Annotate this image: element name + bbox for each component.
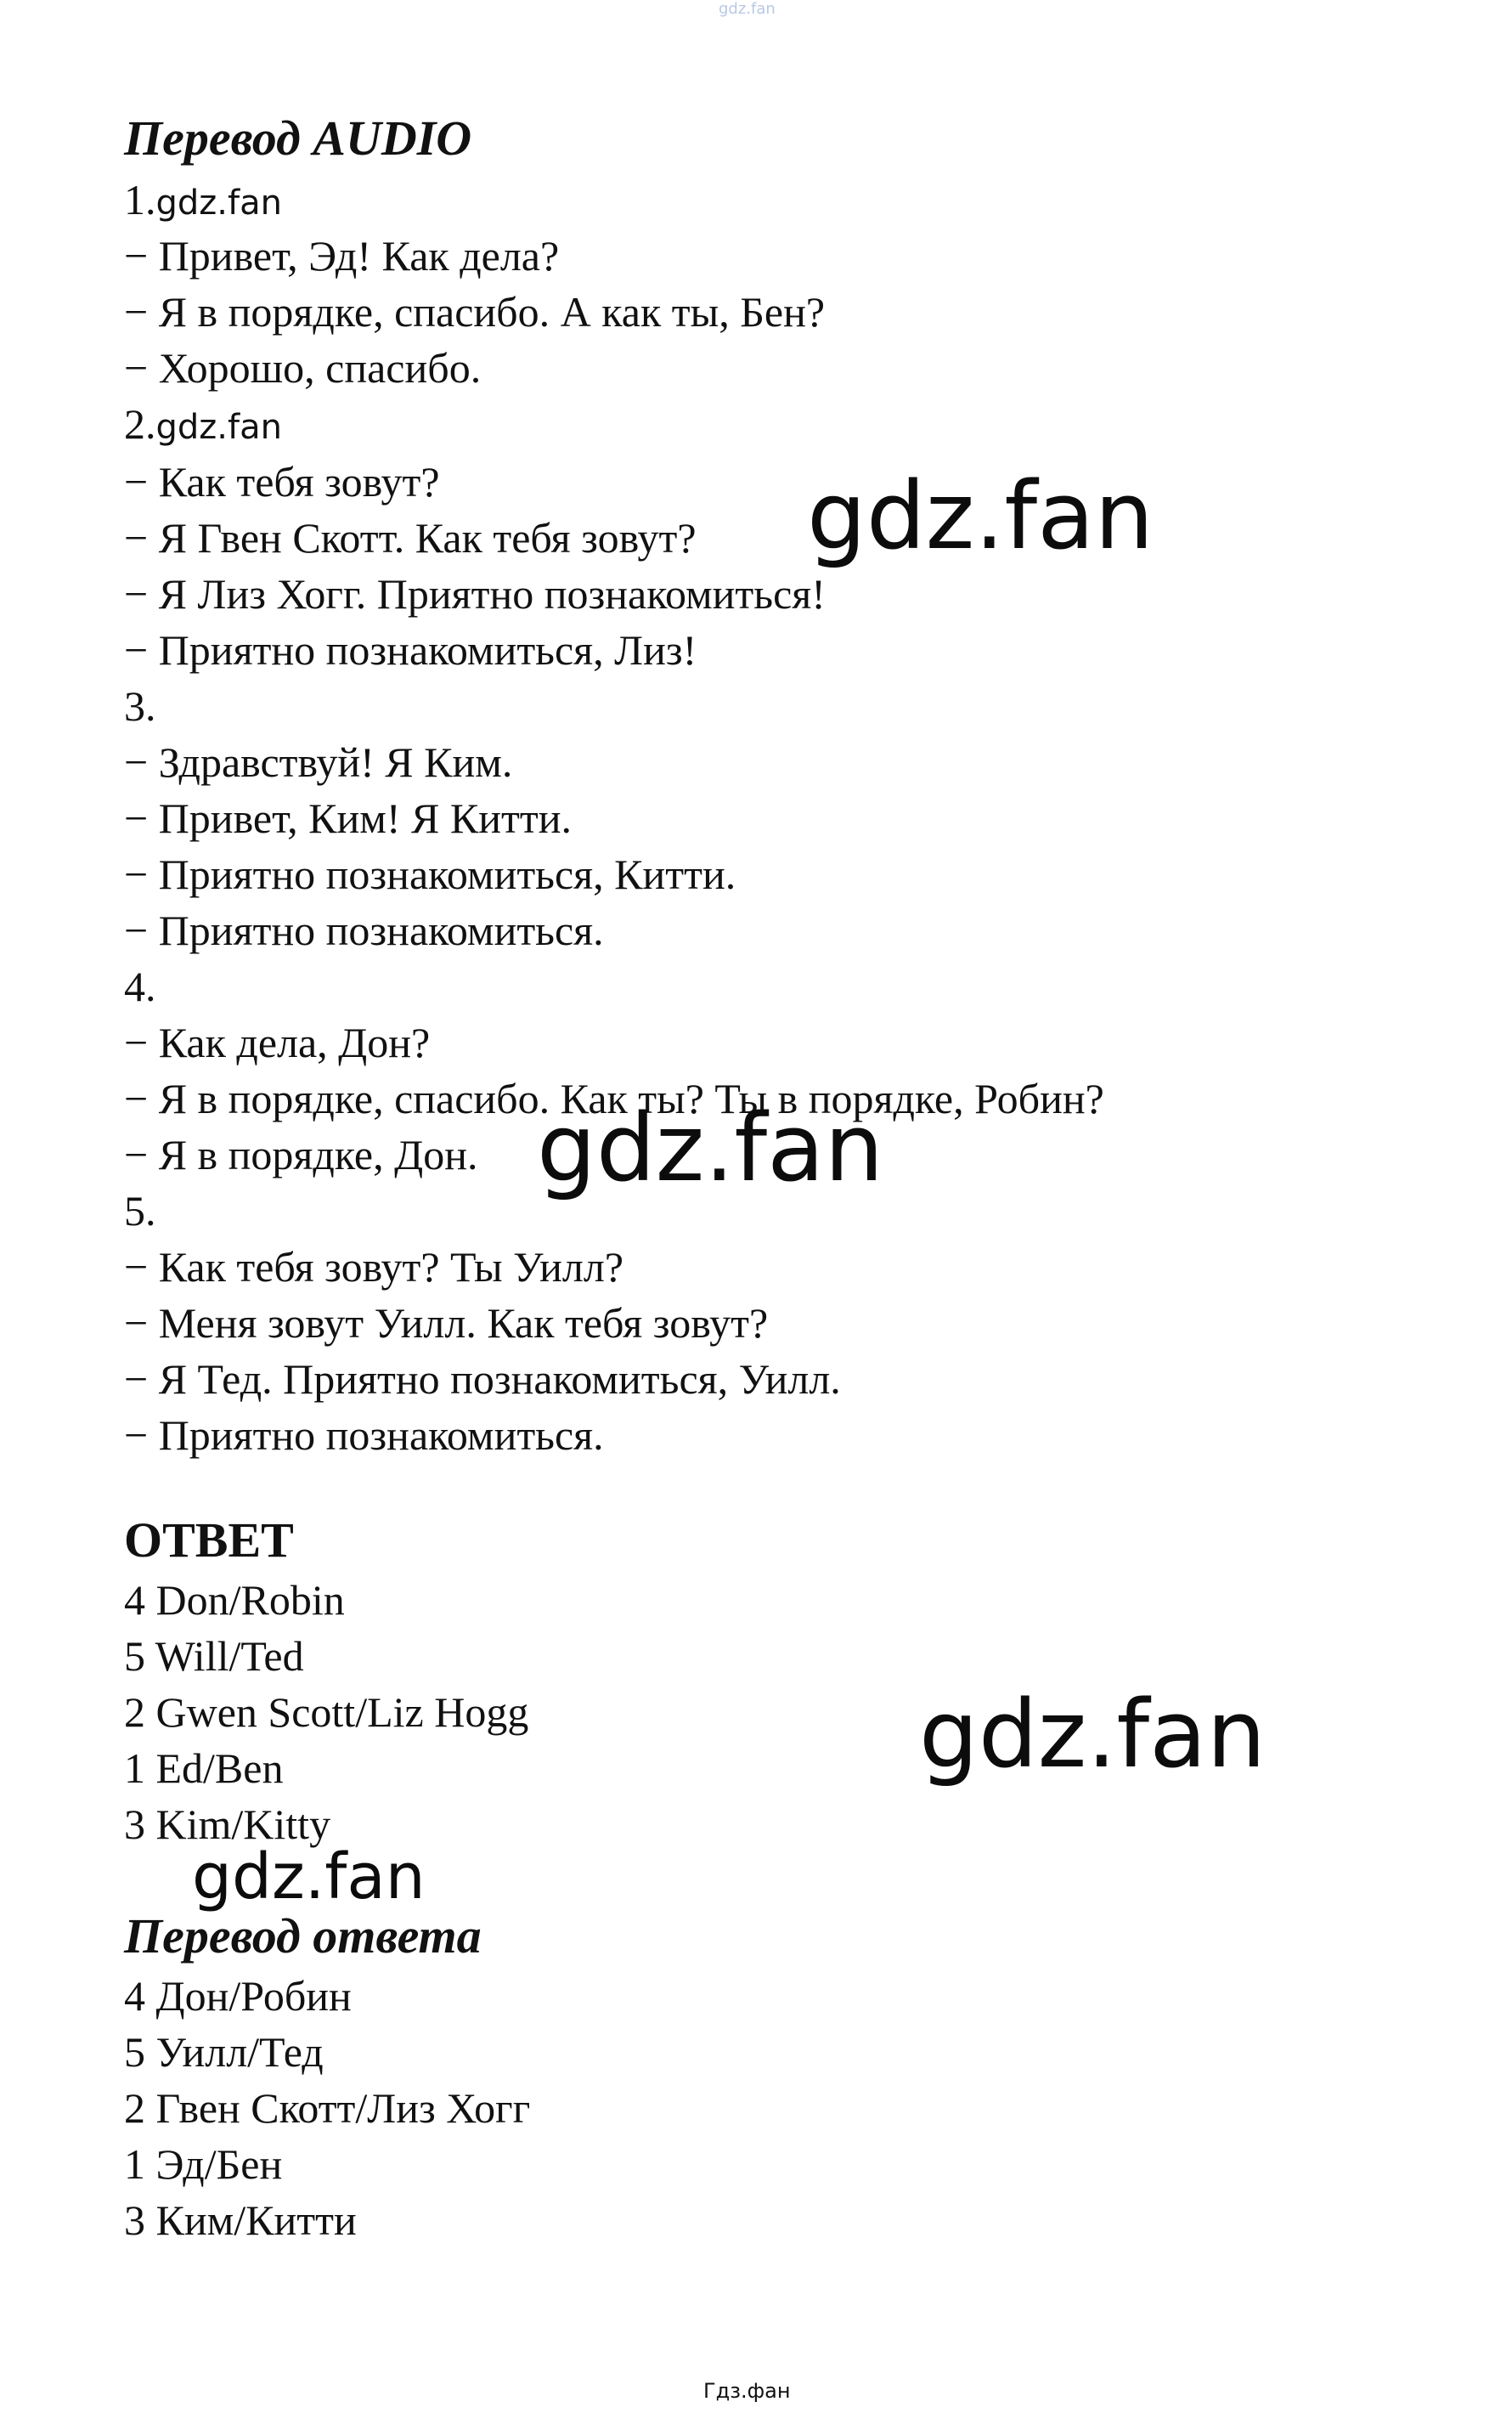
audio-heading: Перевод AUDIO xyxy=(124,110,472,166)
top-watermark: gdz.fan xyxy=(719,0,776,18)
translation-item-2: 5 Уилл/Тед xyxy=(124,2028,324,2076)
dialogue-1-line-1: − Привет, Эд! Как дела? xyxy=(124,232,560,280)
dialogue-3-line-1: − Здравствуй! Я Ким. xyxy=(124,738,513,786)
dialogue-5-line-2: − Меня зовут Уилл. Как тебя зовут? xyxy=(124,1299,769,1347)
dialogue-4-line-1: − Как дела, Дон? xyxy=(124,1019,431,1066)
large-watermark: gdz.fan xyxy=(919,1680,1267,1789)
answer-item-2: 5 Will/Ted xyxy=(124,1632,304,1680)
translation-item-5: 3 Ким/Китти xyxy=(124,2196,357,2244)
dialogue-4-line-2: − Я в порядке, спасибо. Как ты? Ты в порядке, Робин? xyxy=(124,1075,1104,1122)
dialogue-number-5: 5. xyxy=(124,1187,156,1235)
medium-watermark: gdz.fan xyxy=(192,1840,426,1913)
footer-watermark: Гдз.фан xyxy=(703,2379,791,2403)
dialogue-5-line-3: − Я Тед. Приятно познакомиться, Уилл. xyxy=(124,1355,841,1403)
answer-item-5: 3 Kim/Kitty xyxy=(124,1800,331,1848)
dialogue-3-line-4: − Приятно познакомиться. xyxy=(124,907,604,954)
dialogue-1-line-2: − Я в порядке, спасибо. А как ты, Бен? xyxy=(124,288,826,336)
dialogue-5-line-4: − Приятно познакомиться. xyxy=(124,1411,604,1459)
dialogue-number-2: 2.gdz.fan xyxy=(124,400,282,448)
dialogue-number-3: 3. xyxy=(124,682,156,730)
dialogue-4-line-3: − Я в порядке, Дон. xyxy=(124,1131,478,1178)
inline-watermark: gdz.fan xyxy=(155,184,282,223)
inline-watermark: gdz.fan xyxy=(155,408,282,447)
answer-item-3: 2 Gwen Scott/Liz Hogg xyxy=(124,1688,529,1736)
answer-item-1: 4 Don/Robin xyxy=(124,1576,345,1624)
dialogue-1-line-3: − Хорошо, спасибо. xyxy=(124,344,482,392)
translation-item-1: 4 Дон/Робин xyxy=(124,1972,352,2020)
dialogue-3-line-2: − Привет, Ким! Я Китти. xyxy=(124,794,572,842)
dialogue-number-4: 4. xyxy=(124,963,156,1010)
answer-translation-heading: Перевод ответа xyxy=(124,1908,482,1964)
translation-item-4: 1 Эд/Бен xyxy=(124,2140,283,2188)
dialogue-2-line-1: − Как тебя зовут? xyxy=(124,458,440,506)
dialogue-number-1: 1.gdz.fan xyxy=(124,176,282,223)
dialogue-5-line-1: − Как тебя зовут? Ты Уилл? xyxy=(124,1243,624,1291)
answer-heading: ОТВЕТ xyxy=(124,1512,294,1568)
dialogue-2-line-4: − Приятно познакомиться, Лиз! xyxy=(124,626,697,674)
dialogue-3-line-3: − Приятно познакомиться, Китти. xyxy=(124,850,736,898)
answer-item-4: 1 Ed/Ben xyxy=(124,1744,284,1792)
translation-item-3: 2 Гвен Скотт/Лиз Хогг xyxy=(124,2084,531,2132)
large-watermark: gdz.fan xyxy=(807,461,1154,570)
dialogue-2-line-2: − Я Гвен Скотт. Как тебя зовут? xyxy=(124,514,697,562)
dialogue-2-line-3: − Я Лиз Хогг. Приятно познакомиться! xyxy=(124,570,826,618)
large-watermark: gdz.fan xyxy=(537,1093,884,1202)
